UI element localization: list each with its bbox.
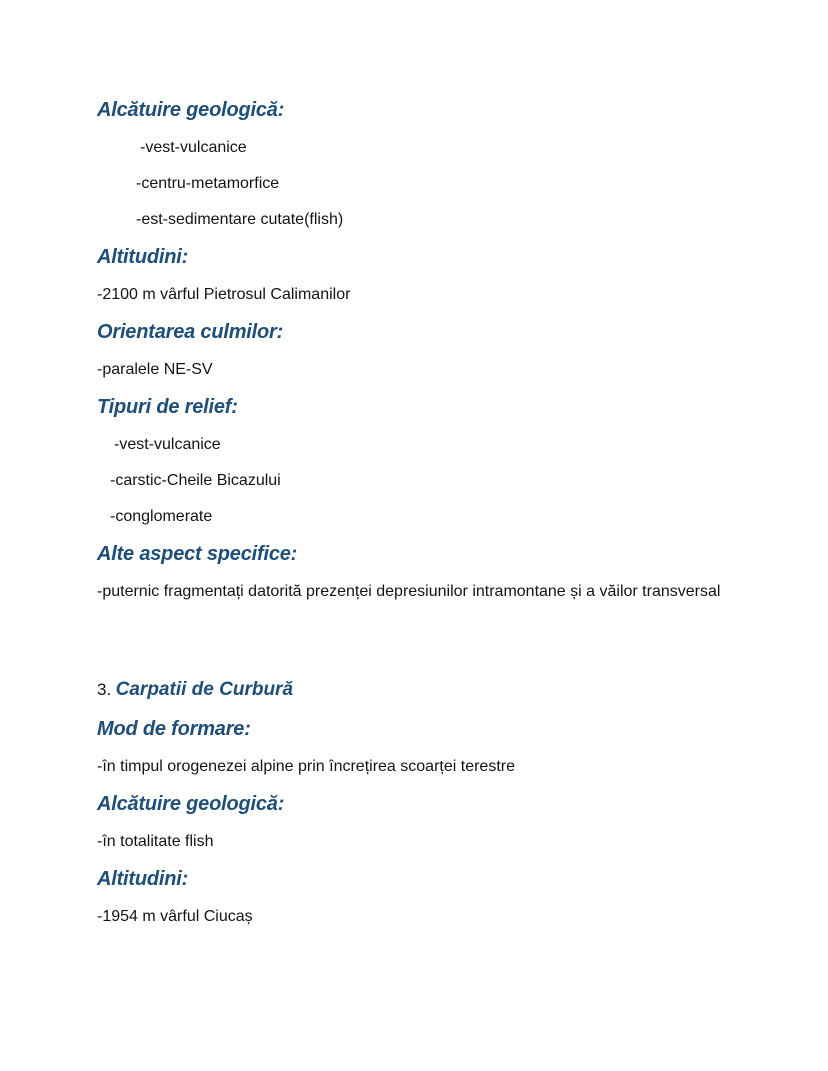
geology-item-east: -est-sedimentare cutate(flish): [136, 211, 344, 228]
relief-item-volcanic: -vest-vulcanice: [114, 436, 221, 453]
heading-other-aspects: Alte aspect specifice:: [97, 543, 298, 565]
geology-item-west: -vest-vulcanice: [140, 139, 247, 156]
heading-altitude-s3: Altitudini:: [97, 868, 189, 890]
relief-item-karst: -carstic-Cheile Bicazului: [110, 472, 281, 489]
relief-item-conglomerate: -conglomerate: [110, 508, 213, 525]
heading-geology-s3: Alcătuire geologică:: [97, 793, 285, 815]
geology-item-center: -centru-metamorfice: [136, 175, 280, 192]
formation-item: -în timpul orogenezei alpine prin încrețirea scoarței terestre: [97, 758, 515, 775]
section-number: 3.: [97, 680, 112, 699]
heading-altitude: Altitudini:: [97, 246, 189, 268]
altitude-item: -2100 m vârful Pietrosul Calimanilor: [97, 286, 351, 303]
orientation-item: -paralele NE-SV: [97, 361, 213, 378]
other-aspects-item: -puternic fragmentați datorită prezenței depresiunilor intramontane și a văilor transversal: [97, 583, 721, 600]
geology-item-s3: -în totalitate flish: [97, 833, 214, 850]
section-title: Carpatii de Curbură: [115, 679, 294, 700]
altitude-item-s3: -1954 m vârful Ciucaș: [97, 908, 253, 925]
heading-orientation: Orientarea culmilor:: [97, 321, 284, 343]
section-3-title-line: [97, 679, 293, 701]
heading-relief: Tipuri de relief:: [97, 396, 238, 418]
heading-formation: Mod de formare:: [97, 718, 251, 740]
heading-geology: Alcătuire geologică:: [97, 99, 285, 121]
